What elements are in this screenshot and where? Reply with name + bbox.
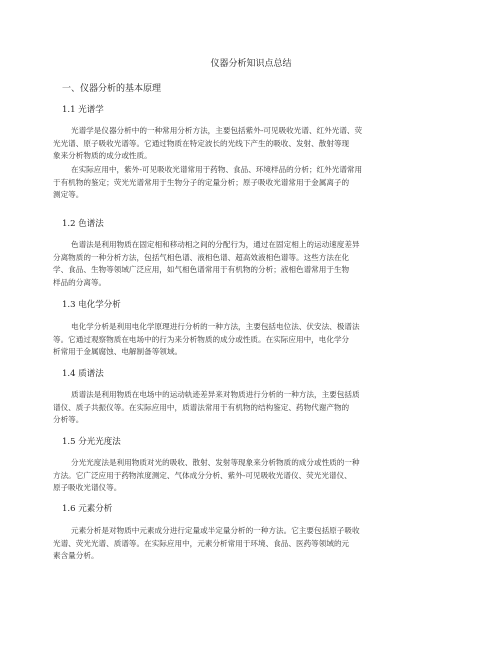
paragraph-line: 在实际应用中，紫外-可见吸收光谱常用于药物、食品、环境样品的分析；红外光谱常用 (71, 165, 363, 174)
section-paragraph (53, 125, 448, 163)
paragraph-line: 等。它通过观察物质在电场中的行为来分析物质的成分或性质。在实际应用中，电化学分 (53, 334, 350, 344)
section-paragraph (53, 164, 448, 202)
section-heading: 1.2 色谱法 (62, 219, 104, 229)
paragraph-line: 色谱法是利用物质在固定相和移动相之间的分配行为，通过在固定相上的运动速度差异 (71, 240, 360, 249)
section-paragraph (53, 239, 448, 289)
section-paragraph (53, 457, 448, 495)
section-paragraph (53, 389, 448, 427)
paragraph-line: 分离物质的一种分析方法，包括气相色谱、液相色谱、超高效液相色谱等。这些方法在化 (53, 252, 350, 262)
paragraph-line: 原子吸收光谱仪等。 (53, 483, 122, 492)
paragraph-line: 析常用于金属腐蚀、电解制备等领域。 (53, 347, 183, 356)
chapter-heading: 一、仪器分析的基本原理 (62, 84, 162, 94)
paragraph-line: 谱仪、质子共振仪等。在实际应用中，质谱法常用于有机物的结构鉴定、药物代谢产物的 (53, 402, 350, 412)
paragraph-line: 元素分析是对物质中元素成分进行定量或半定量分析的一种方法。它主要包括原子吸收 (71, 526, 360, 535)
paragraph-line: 光谱学是仪器分析中的一种常用分析方法，主要包括紫外-可见吸收光谱、红外光谱、荧 (71, 126, 363, 135)
paragraph-line: 分析等。 (53, 415, 84, 424)
paragraph-line: 象来分析物质的成分或性质。 (53, 151, 152, 160)
paragraph-line: 测定等。 (53, 190, 84, 199)
paragraph-line: 电化学分析是利用电化学原理进行分析的一种方法，主要包括电位法、伏安法、极谱法 (71, 322, 360, 331)
paragraph-line: 样品的分离等。 (53, 277, 107, 287)
section-heading: 1.6 元素分析 (62, 504, 113, 514)
paragraph-line: 方法。它广泛应用于药物浓度测定、气体成分分析、紫外-可见吸收光谱仪、荧光光谱仪、 (53, 470, 352, 480)
paragraph-line: 分光光度法是利用物质对光的吸收、散射、发射等现象来分析物质的成分或性质的一种 (71, 458, 360, 467)
paragraph-line: 光谱、荧光光谱、质谱等。在实际应用中，元素分析常用于环境、食品、医药等领域的元 (53, 538, 350, 548)
paragraph-line: 质谱法是利用物质在电场中的运动轨迹差异来对物质进行分析的一种方法，主要包括质 (71, 390, 360, 399)
document-title: 仪器分析知识点总结 (210, 59, 292, 69)
section-heading: 1.5 分光光度法 (62, 437, 121, 447)
section-paragraph (53, 321, 448, 359)
section-heading: 1.1 光谱学 (62, 105, 104, 115)
paragraph-line: 光光谱、原子吸收光谱等。它通过物质在特定波长的光线下产生的吸收、发射、散射等现 (53, 138, 350, 148)
section-heading: 1.4 质谱法 (62, 369, 104, 379)
section-heading: 1.3 电化学分析 (62, 300, 121, 310)
paragraph-line: 学、食品、生物等领域广泛应用，如气相色谱常用于有机物的分析；液相色谱常用于生物 (53, 265, 350, 274)
paragraph-line: 于有机物的鉴定；荧光光谱常用于生物分子的定量分析；原子吸收光谱常用于金属离子的 (53, 177, 350, 187)
section-paragraph (53, 525, 448, 563)
paragraph-line: 素含量分析。 (53, 551, 99, 560)
